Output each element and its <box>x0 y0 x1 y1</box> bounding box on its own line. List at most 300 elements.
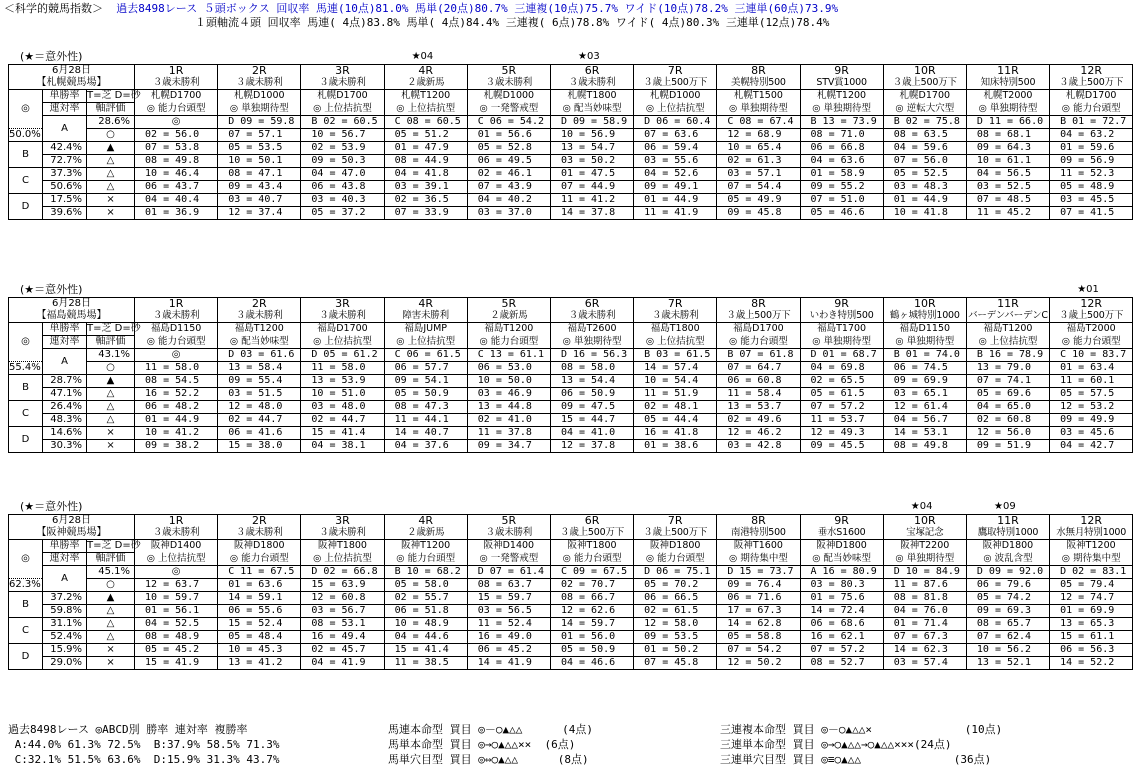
group-rate: 50.0% <box>9 129 41 140</box>
race-number: 5R <box>467 65 550 78</box>
group-rate: 39.6% <box>43 207 87 220</box>
horse-index: 01 = 58.9 <box>800 168 883 181</box>
legend-surface: T=芝 D=砂 <box>87 540 141 551</box>
horse-index: D 10 = 84.9 <box>883 566 966 579</box>
horse-index: 12 = 50.2 <box>717 657 800 670</box>
race-course: 阪神D1400 <box>135 540 218 553</box>
race-number: 9R <box>800 65 883 78</box>
race-number: 10R <box>883 515 966 528</box>
horse-index: 11 = 37.8 <box>467 427 550 440</box>
legend-axis-rating: 軸評価 <box>87 553 135 566</box>
legend-place-rate: 連対率 <box>43 336 87 349</box>
horse-index: 01 = 71.4 <box>883 618 966 631</box>
horse-index: B 16 = 78.9 <box>966 349 1049 362</box>
group-mark: × <box>87 657 135 670</box>
race-type: ◎ 単独期待型 <box>717 103 800 116</box>
horse-index: 08 = 47.1 <box>218 168 301 181</box>
horse-index: 14 = 62.8 <box>717 618 800 631</box>
horse-index: 04 = 37.6 <box>384 440 467 453</box>
horse-index: 07 = 54.4 <box>717 181 800 194</box>
horse-index: 06 = 56.3 <box>1050 644 1133 657</box>
horse-index: 05 = 51.2 <box>384 129 467 142</box>
race-number: 12R <box>1050 298 1133 311</box>
horse-index: 03 = 42.8 <box>717 440 800 453</box>
race-number: 2R <box>218 298 301 311</box>
upset-star: ★04 <box>411 51 434 62</box>
horse-index: 04 = 41.8 <box>384 168 467 181</box>
race-class: ３歳上500万下 <box>550 527 633 540</box>
header-stats-axis: １頭軸流４頭 回収率 馬連( 4点)83.8% 馬単( 4点)84.4% 三連複( 6点)78.8% ワイド( 4点)80.3% 三連単(12点)78.4% <box>195 16 830 29</box>
horse-index: 13 = 41.2 <box>218 657 301 670</box>
race-course: 札幌D1700 <box>301 90 384 103</box>
horse-index: D 05 = 61.2 <box>301 349 384 362</box>
race-number: 11R <box>966 515 1049 528</box>
footer-bet-umaren: 馬連本命型 買目 ◎－○▲△△ (4点) <box>388 723 593 736</box>
race-course: 札幌D1700 <box>135 90 218 103</box>
race-class: 鶴ヶ城特別1000 <box>883 310 966 323</box>
legend-surface: T=芝 D=砂 <box>87 323 141 334</box>
group-mark: ▲ <box>87 592 135 605</box>
race-course: 福島T1200 <box>218 323 301 336</box>
horse-index: B 13 = 73.9 <box>800 116 883 129</box>
race-type: ◎ 能力台頭型 <box>634 553 717 566</box>
group-rate: 14.6% <box>43 427 87 440</box>
race-class: ３歳未勝利 <box>135 527 218 540</box>
race-type: ◎ 上位拮抗型 <box>634 336 717 349</box>
horse-index: D 03 = 61.6 <box>218 349 301 362</box>
horse-index: 04 = 52.6 <box>634 168 717 181</box>
race-number: 9R <box>800 515 883 528</box>
legend-place-rate: 連対率 <box>43 553 87 566</box>
horse-index: 03 = 65.1 <box>883 388 966 401</box>
race-type: ◎ 能力台頭型 <box>384 553 467 566</box>
horse-index: D 01 = 68.7 <box>800 349 883 362</box>
horse-index: 05 = 74.2 <box>966 592 1049 605</box>
legend-win-rate: 単勝率 <box>43 540 87 553</box>
horse-index: 09 = 49.1 <box>634 181 717 194</box>
race-type: ◎ 配当妙味型 <box>218 336 301 349</box>
race-number: 7R <box>634 298 717 311</box>
horse-index: 12 = 53.2 <box>1050 401 1133 414</box>
horse-index: 14 = 62.3 <box>883 644 966 657</box>
group-mark: △ <box>87 388 135 401</box>
race-number: 11R <box>966 65 1049 78</box>
horse-index: 10 = 50.1 <box>218 155 301 168</box>
horse-index: 04 = 38.1 <box>301 440 384 453</box>
horse-index: 08 = 71.0 <box>800 129 883 142</box>
horse-index: 09 = 69.9 <box>883 375 966 388</box>
horse-index: 04 = 63.2 <box>1050 129 1133 142</box>
race-class: 南港特別500 <box>717 527 800 540</box>
horse-index: 05 = 46.6 <box>800 207 883 220</box>
horse-index: 07 = 54.2 <box>717 644 800 657</box>
race-course: 札幌T1800 <box>550 90 633 103</box>
horse-index: D 06 = 75.1 <box>634 566 717 579</box>
legend-place-rate: 連対率 <box>43 103 87 116</box>
horse-index: 17 = 67.3 <box>717 605 800 618</box>
race-table <box>8 297 1133 453</box>
group-mark: △ <box>87 401 135 414</box>
horse-index: 03 = 37.0 <box>467 207 550 220</box>
horse-index: 08 = 65.7 <box>966 618 1049 631</box>
horse-index: 14 = 41.9 <box>467 657 550 670</box>
horse-index: 11 = 58.4 <box>717 388 800 401</box>
footer-bets-right <box>720 722 1002 767</box>
footer-bet-umatan: 馬単本命型 買目 ◎→○▲△△×× (6点) <box>388 738 576 751</box>
race-type: ◎ 上位拮抗型 <box>301 103 384 116</box>
horse-index: 07 = 57.2 <box>800 401 883 414</box>
group-letter: C <box>9 168 43 194</box>
horse-index: D 16 = 56.3 <box>550 349 633 362</box>
race-type: ◎ 単独期待型 <box>883 336 966 349</box>
race-course: 福島D1700 <box>301 323 384 336</box>
horse-index: C 08 = 67.4 <box>717 116 800 129</box>
horse-index: 06 = 60.8 <box>717 375 800 388</box>
horse-index: 03 = 48.0 <box>301 401 384 414</box>
race-type: ◎ 上位拮抗型 <box>301 553 384 566</box>
horse-index: 11 = 58.0 <box>135 362 218 375</box>
horse-index: 01 = 38.6 <box>634 440 717 453</box>
horse-index: 12 = 61.4 <box>883 401 966 414</box>
horse-index: 04 = 46.6 <box>550 657 633 670</box>
race-class: 美幌特別500 <box>717 77 800 90</box>
horse-index: 12 = 37.8 <box>550 440 633 453</box>
horse-index: 02 = 61.3 <box>717 155 800 168</box>
race-number: 1R <box>135 515 218 528</box>
horse-index: C 09 = 67.5 <box>550 566 633 579</box>
race-number: 8R <box>717 515 800 528</box>
horse-index: 10 = 56.9 <box>550 129 633 142</box>
horse-index: 10 = 41.2 <box>135 427 218 440</box>
race-type: ◎ 単独期待型 <box>883 553 966 566</box>
horse-index: 12 = 68.9 <box>717 129 800 142</box>
race-class: バーデンバーデンC <box>968 310 1048 321</box>
horse-index: 02 = 46.1 <box>467 168 550 181</box>
horse-index: 11 = 38.5 <box>384 657 467 670</box>
race-class: 鷹取特別1000 <box>966 527 1049 540</box>
horse-index: 03 = 45.6 <box>1050 427 1133 440</box>
horse-index: 14 = 59.7 <box>550 618 633 631</box>
footer-stats-title: 過去8498レース ◎ABCD別 勝率 連対率 複勝率 <box>8 723 248 736</box>
race-course: 福島JUMP <box>384 323 467 336</box>
footer-stats-a: A:44.0% 61.3% 72.5% B:37.9% 58.5% 71.3% <box>8 738 280 751</box>
horse-index: 11 = 41.9 <box>634 207 717 220</box>
horse-index: 10 = 54.4 <box>634 375 717 388</box>
group-mark: ○ <box>87 129 135 142</box>
header-line-2 <box>195 16 829 30</box>
horse-index: 16 = 49.4 <box>301 631 384 644</box>
horse-index: 04 = 56.5 <box>966 168 1049 181</box>
race-type: ◎ 期待集中型 <box>1050 553 1133 566</box>
race-type: ◎ 上位拮抗型 <box>966 336 1049 349</box>
horse-index: 16 = 41.8 <box>634 427 717 440</box>
race-number: 2R <box>218 65 301 78</box>
race-number: 3R <box>301 515 384 528</box>
header-title: ＜科学的競馬指数＞ <box>4 2 103 15</box>
horse-index: 16 = 49.0 <box>467 631 550 644</box>
footer-bet-sanrenpuku: 三連複本命型 買目 ◎－○▲△△× (10点) <box>720 723 1003 736</box>
horse-index: 09 = 34.7 <box>467 440 550 453</box>
race-class: ３歳未勝利 <box>218 310 301 323</box>
horse-index: 01 = 47.9 <box>384 142 467 155</box>
group-rate: 62.3% <box>9 579 41 590</box>
race-type: ◎ 逆転大穴型 <box>883 103 966 116</box>
group-rate: 50.6% <box>43 181 87 194</box>
horse-index: 07 = 57.2 <box>800 644 883 657</box>
horse-index: 10 = 45.3 <box>218 644 301 657</box>
group-rate: 17.5% <box>43 194 87 207</box>
horse-index: 04 = 59.6 <box>883 142 966 155</box>
race-number: 8R <box>717 65 800 78</box>
horse-index: 02 = 48.1 <box>634 401 717 414</box>
horse-index: 12 = 62.6 <box>550 605 633 618</box>
race-course: 札幌T1200 <box>800 90 883 103</box>
horse-index: 06 = 59.4 <box>634 142 717 155</box>
horse-index: 07 = 44.9 <box>550 181 633 194</box>
horse-index: 06 = 57.7 <box>384 362 467 375</box>
group-rate: 47.1% <box>43 388 87 401</box>
horse-index: D 02 = 66.8 <box>301 566 384 579</box>
group-rate: 37.3% <box>43 168 87 181</box>
race-number: 1R <box>135 298 218 311</box>
horse-index: 10 = 41.8 <box>883 207 966 220</box>
race-course: 福島T1200 <box>966 323 1049 336</box>
horse-index: 01 = 36.9 <box>135 207 218 220</box>
race-class: ３歳上500万下 <box>1050 77 1133 90</box>
horse-index: 05 = 50.9 <box>384 388 467 401</box>
horse-index: 03 = 40.7 <box>218 194 301 207</box>
race-type: ◎ 単独期待型 <box>550 336 633 349</box>
horse-index: 06 = 48.2 <box>135 401 218 414</box>
horse-index: 08 = 66.7 <box>550 592 633 605</box>
horse-index: 13 = 53.7 <box>717 401 800 414</box>
race-number: 12R <box>1050 515 1133 528</box>
horse-index: 04 = 52.5 <box>135 618 218 631</box>
group-mark: × <box>87 440 135 453</box>
horse-index: 06 = 45.2 <box>467 644 550 657</box>
group-rate: 59.8% <box>43 605 87 618</box>
horse-index: 13 = 54.4 <box>550 375 633 388</box>
race-course: 福島T1800 <box>634 323 717 336</box>
horse-index: 06 = 43.8 <box>301 181 384 194</box>
race-section-2 <box>8 283 1132 495</box>
horse-index: 09 = 45.8 <box>717 207 800 220</box>
legend-axis-rating: 軸評価 <box>87 103 135 116</box>
group-mark: ▲ <box>87 142 135 155</box>
horse-index: 10 = 59.7 <box>135 592 218 605</box>
header-stats-box: 過去8498レース ５頭ボックス 回収率 馬連(10点)81.0% 馬単(20点)80.7% 三連複(10点)75.7% ワイド(10点)78.2% 三連単(60点)73.9% <box>116 2 839 15</box>
horse-index: 02 = 45.7 <box>301 644 384 657</box>
race-number: 4R <box>384 515 467 528</box>
race-number: 6R <box>550 65 633 78</box>
horse-index: A 16 = 80.9 <box>800 566 883 579</box>
race-type: ◎ 単独期待型 <box>218 103 301 116</box>
race-section-3 <box>8 500 1132 712</box>
group-rate: 26.4% <box>43 401 87 414</box>
legend-win-rate: 単勝率 <box>43 90 87 103</box>
horse-index: 07 = 64.7 <box>717 362 800 375</box>
group-rate: 31.1% <box>43 618 87 631</box>
horse-index: 02 = 56.0 <box>135 129 218 142</box>
horse-index: 04 = 65.0 <box>966 401 1049 414</box>
footer-bet-umatan-ana: 馬単穴目型 買目 ◎⇔○▲△△ (8点) <box>388 753 589 766</box>
horse-index: 01 = 63.4 <box>1050 362 1133 375</box>
horse-index: 13 = 53.9 <box>301 375 384 388</box>
horse-index: 13 = 52.1 <box>966 657 1049 670</box>
horse-index: 01 = 44.9 <box>135 414 218 427</box>
race-number: 10R <box>883 298 966 311</box>
horse-index: 02 = 53.9 <box>301 142 384 155</box>
group-mark: △ <box>87 181 135 194</box>
horse-index: 15 = 59.7 <box>467 592 550 605</box>
horse-index: 04 = 56.7 <box>883 414 966 427</box>
horse-index: D 07 = 61.4 <box>467 566 550 579</box>
horse-index: 12 = 56.0 <box>966 427 1049 440</box>
horse-index: 12 = 46.2 <box>717 427 800 440</box>
horse-index: 12 = 48.0 <box>218 401 301 414</box>
horse-index: 03 = 51.5 <box>218 388 301 401</box>
horse-index: 12 = 74.7 <box>1050 592 1133 605</box>
group-rate: 29.0% <box>43 657 87 670</box>
horse-index: B 01 = 72.7 <box>1050 116 1133 129</box>
group-mark: × <box>87 427 135 440</box>
horse-index: C 13 = 61.1 <box>467 349 550 362</box>
group-letter: A <box>43 116 87 142</box>
race-course: 阪神T2200 <box>883 540 966 553</box>
horse-index: 13 = 65.3 <box>1050 618 1133 631</box>
race-type: ◎ 一発警戒型 <box>467 553 550 566</box>
horse-index: 10 = 50.0 <box>467 375 550 388</box>
legend-win-rate: 単勝率 <box>43 323 87 336</box>
race-type: ◎ 上位拮抗型 <box>384 103 467 116</box>
race-course: 阪神T1200 <box>384 540 467 553</box>
horse-index: 03 = 57.4 <box>883 657 966 670</box>
group-mark: ▲ <box>87 375 135 388</box>
horse-index: 12 = 49.3 <box>800 427 883 440</box>
horse-index: B 03 = 61.5 <box>634 349 717 362</box>
horse-index: 15 = 44.7 <box>550 414 633 427</box>
race-date: 6月28日 <box>9 515 135 528</box>
race-number: 7R <box>634 65 717 78</box>
race-course: 札幌D1700 <box>883 90 966 103</box>
horse-index: 08 = 63.5 <box>883 129 966 142</box>
horse-index: 11 = 87.6 <box>883 579 966 592</box>
horse-index: 09 = 45.5 <box>800 440 883 453</box>
race-class: ３歳上500万下 <box>634 527 717 540</box>
horse-index: 09 = 38.2 <box>135 440 218 453</box>
horse-index: D 09 = 59.8 <box>218 116 301 129</box>
horse-index: 10 = 48.9 <box>384 618 467 631</box>
upset-note: (★＝意外性) <box>20 283 83 296</box>
race-type: ◎ 能力台頭型 <box>550 553 633 566</box>
race-type: ◎ 能力台頭型 <box>467 336 550 349</box>
race-course: 福島T2000 <box>1050 323 1133 336</box>
horse-index: 06 = 79.6 <box>966 579 1049 592</box>
horse-index: 07 = 53.8 <box>135 142 218 155</box>
group-mark: ○ <box>87 362 135 375</box>
horse-index: 02 = 44.7 <box>218 414 301 427</box>
horse-index: 08 = 44.9 <box>384 155 467 168</box>
race-course: 阪神T1800 <box>301 540 384 553</box>
group-letter: D <box>9 194 43 220</box>
horse-index: 06 = 43.7 <box>135 181 218 194</box>
horse-index: 11 = 52.3 <box>1050 168 1133 181</box>
horse-index: 09 = 43.4 <box>218 181 301 194</box>
race-type: ◎ 単独期待型 <box>800 336 883 349</box>
horse-index: 13 = 44.8 <box>467 401 550 414</box>
horse-index: 07 = 41.5 <box>1050 207 1133 220</box>
group-mark: × <box>87 644 135 657</box>
race-section-1 <box>8 50 1132 262</box>
horse-index: B 02 = 75.8 <box>883 116 966 129</box>
horse-index: 12 = 63.7 <box>135 579 218 592</box>
group-mark: △ <box>87 168 135 181</box>
race-course: 阪神D1800 <box>218 540 301 553</box>
horse-index: 14 = 72.4 <box>800 605 883 618</box>
horse-index: 03 = 39.1 <box>384 181 467 194</box>
horse-index: 09 = 53.5 <box>634 631 717 644</box>
group-mark: △ <box>87 414 135 427</box>
group-mark: ◎ <box>135 566 218 579</box>
race-class: ３歳未勝利 <box>135 77 218 90</box>
horse-index: 08 = 81.8 <box>883 592 966 605</box>
race-type: ◎ 単独期待型 <box>800 103 883 116</box>
horse-index: 07 = 51.0 <box>800 194 883 207</box>
horse-index: 06 = 53.0 <box>467 362 550 375</box>
horse-index: 05 = 61.5 <box>800 388 883 401</box>
legend-surface: T=芝 D=砂 <box>87 90 141 101</box>
race-table <box>8 514 1133 670</box>
race-course: 阪神T1200 <box>1050 540 1133 553</box>
footer-bet-sanrentan: 三連単本命型 買目 ◎→○▲△△→○▲△△×××(24点) <box>720 738 952 751</box>
horse-index: 09 = 76.4 <box>717 579 800 592</box>
horse-index: 09 = 50.3 <box>301 155 384 168</box>
race-type: ◎ 能力台頭型 <box>1050 336 1133 349</box>
horse-index: 03 = 56.5 <box>467 605 550 618</box>
horse-index: 06 = 49.5 <box>467 155 550 168</box>
group-mark: △ <box>87 155 135 168</box>
horse-index: 02 = 61.5 <box>634 605 717 618</box>
horse-index: 15 = 61.1 <box>1050 631 1133 644</box>
race-course: 福島D1150 <box>883 323 966 336</box>
group-mark: △ <box>87 618 135 631</box>
race-course: 阪神D1800 <box>966 540 1049 553</box>
group-rate: 42.4% <box>43 142 87 155</box>
horse-index: 07 = 67.3 <box>883 631 966 644</box>
horse-index: C 06 = 54.2 <box>467 116 550 129</box>
race-type: ◎ 上位拮抗型 <box>384 336 467 349</box>
horse-index: 05 = 57.5 <box>1050 388 1133 401</box>
horse-index: C 11 = 67.5 <box>218 566 301 579</box>
horse-index: 12 = 37.4 <box>218 207 301 220</box>
horse-index: 05 = 44.4 <box>634 414 717 427</box>
horse-index: 05 = 48.4 <box>218 631 301 644</box>
group-letter: B <box>9 375 43 401</box>
horse-index: 11 = 44.1 <box>384 414 467 427</box>
horse-index: 10 = 61.1 <box>966 155 1049 168</box>
horse-index: 04 = 44.6 <box>384 631 467 644</box>
race-class: ２歳新馬 <box>467 310 550 323</box>
race-course: 札幌T1500 <box>717 90 800 103</box>
horse-index: 11 = 53.7 <box>800 414 883 427</box>
race-course: 札幌D1000 <box>218 90 301 103</box>
horse-index: 01 = 75.6 <box>800 592 883 605</box>
race-course: 福島T1700 <box>800 323 883 336</box>
race-number: 3R <box>301 65 384 78</box>
race-number: 11R <box>966 298 1049 311</box>
race-type: ◎ 期待集中型 <box>717 553 800 566</box>
race-course: 札幌T2000 <box>966 90 1049 103</box>
